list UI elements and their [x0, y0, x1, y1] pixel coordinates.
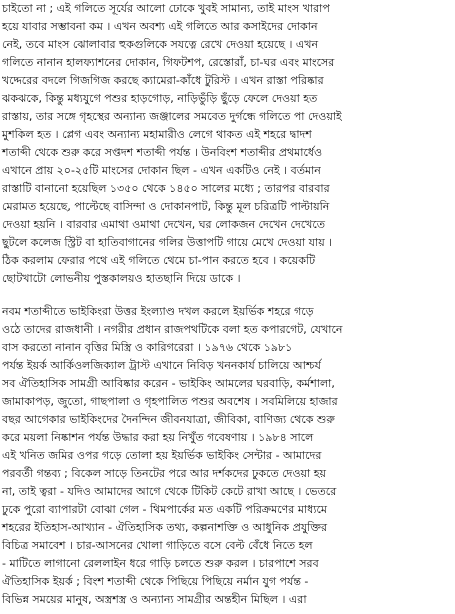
text-line: ঐতিহাসিক ইয়র্ক ; বিংশ শতাব্দী থেকে পিছিয়ে পিছিয়ে নর্মান যুগ পর্যন্ত -	[2, 575, 309, 588]
paragraph-viking-history	[0, 303, 455, 609]
text-line: ওঠে তাদের রাজধানী । নগরীর প্রধান রাজপথটিকে বলা হত কপারগেট, যেখানে	[2, 323, 343, 336]
text-line: রাস্তাটি বানানো হয়েছিল ১৩৫০ থেকে ১৪৫০ সালের মধ্যে ; তারপর বারবার	[2, 182, 330, 195]
text-line: - মাটিতে লাগানো রেললাইন ধরে গাড়ি চলতে শুরু করল । চারপাশে সরব	[2, 557, 319, 570]
text-line: ছোটখাটো লোভনীয় পুস্তকালয়ও হাতছানি দিয়ে ডাকে ।	[2, 272, 241, 285]
text-line: ছুটলে কলেজ স্ট্রিট বা হাতিবাগানের গলির উত্তাপটি গায়ে মেখে দেওয়া যায় ।	[2, 236, 333, 249]
text-line: বছর আগেকার ভাইকিংদের দৈনন্দিন জীবনযাত্রা, জীবিকা, বাণিজ্য থেকে শুরু	[2, 413, 335, 426]
text-line: হয়ে যাবার সম্ভাবনা কম । এখন অবশ্য এই গলিতে আর কসাইদের দোকান	[2, 20, 318, 33]
text-line: মুশকিল হত । প্লেগ এবং অন্যান্য মহামারীও লেগে থাকত এই শহরে দ্বাদশ	[2, 128, 312, 141]
text-line: মেরামত হয়েছে, পাল্টেছে বাসিন্দা ও দোকানপাট, কিন্তু মূল চরিত্রটি পাল্টায়নি	[2, 200, 330, 213]
paragraph-gap	[0, 288, 455, 303]
text-line: না, তাই ত্বরা - যদিও আমাদের আগে থেকে টিকিট কেটে রাখা আছে । ভেতরে	[2, 485, 337, 498]
text-line: রাস্তায়, তার সঙ্গে গৃহস্থের অন্যান্য জঞ্জালের সমবেত দুর্গন্ধে গলিতে পা দেওয়াই	[2, 110, 342, 123]
text-line: ঝকঝকে, কিন্তু মধ্যযুগে পশুর হাড়গোড়, নাড়িভুঁড়ি ছুঁড়ে ফেলে দেওয়া হত	[2, 92, 318, 105]
text-line: করে ময়লা নিষ্কাশন পর্যন্ত উদ্ধার করা হয় নিখুঁত গবেষণায় । ১৯৮৪ সালে	[2, 431, 314, 444]
text-line: শহরের ইতিহাস-আখ্যান - ঐতিহাসিক তথ্য, কল্পনাশক্তি ও আধুনিক প্রযুক্তির	[2, 521, 328, 534]
text-line: বাস করতো নানান বৃত্তির মিস্ত্রি ও কারিগরেরা । ১৯৭৬ থেকে ১৯৮১	[2, 341, 293, 354]
text-line: গলিতে নানান হালফ্যাশনের দোকান, গিফটশপ, রেস্তোরাঁ, চা-ঘর এবং মাংসের	[2, 56, 335, 69]
text-line: ঠিক করলাম ফেরার পথে এই গলিতে থেমে চা-পান করতে হবে । কয়েকটি	[2, 254, 316, 267]
text-line: দেওয়া হয়নি । বারবার এমাথা ওমাথা দেখেন, ঘর লোকজন দেখেন দেখেতে	[2, 218, 326, 231]
text-line: নবম শতাব্দীতে ভাইকিংরা উত্তর ইংল্যাণ্ড দখল করলে ইয়র্ভিক শহরে গড়ে	[2, 305, 314, 318]
text-line: পরবর্তী গন্তব্য ; বিকেল সাড়ে তিনটের পরে আর দর্শকদের ঢুকতে দেওয়া হয়	[2, 467, 326, 480]
paragraph-vegetable-street	[0, 0, 455, 288]
text-line: বিভিন্ন সময়ের মানুষ, অস্ত্রশস্ত্র ও অন্যান্য সামগ্রীর অন্তহীন মিছিল । এরা	[2, 593, 307, 606]
text-line: বিচিত্র সমাবেশ । চার-আসনের খোলা গাড়িতে বসে বেল্ট বেঁধে নিতে হল	[2, 539, 313, 552]
text-line: খদ্দেরের বদলে গিজগিজ করছে ক্যামেরা-কাঁধে টুরিস্ট । এখন রাস্তা পরিষ্কার	[2, 74, 324, 87]
text-line: চাইতো না ; এই গলিতে সূর্যের আলো ঢোকে খুবই সামান্য, তাই মাংস খারাপ	[2, 2, 330, 15]
text-line: পর্যন্ত ইয়র্ক আর্কিওলজিক্যাল ট্রাস্ট এখানে নিবিড় খননকার্য চালিয়ে আশ্চর্য	[2, 359, 321, 372]
text-line: এই খনিত জমির ওপর গড়ে তোলা হয় ইয়র্ভিক ভাইকিং সেন্টার - আমাদের	[2, 449, 322, 462]
text-line: ঢুকে পুরো ব্যাপারটা বোঝা গেল - থিমপার্কের মত একটি পরিক্রমণের মাধ্যমে	[2, 503, 327, 516]
text-line: সব ঐতিহাসিক সামগ্রী আবিষ্কার করেন - ভাইকিং আমলের ঘরবাড়ি, কর্মশালা,	[2, 377, 335, 390]
text-line: এখানে প্রায় ২০-২৫টি মাংসের দোকান ছিল - এখন একটিও নেই । বর্তমান	[2, 164, 321, 177]
text-line: নেই, তবে মাংস ঝোলাবার হুকগুলিকে সযত্নে রেখে দেওয়া হয়েছে । এখন	[2, 38, 319, 51]
text-line: জামাকাপড়, জুতো, গাছপালা ও গৃহপালিত পশুর অবশেষ । সবমিলিয়ে হাজার	[2, 395, 338, 408]
text-line: শতাব্দী থেকে শুরু করে সপ্তদশ শতাব্দী পর্যন্ত । উনবিংশ শতাব্দীর প্রথমার্ধেও	[2, 146, 323, 159]
